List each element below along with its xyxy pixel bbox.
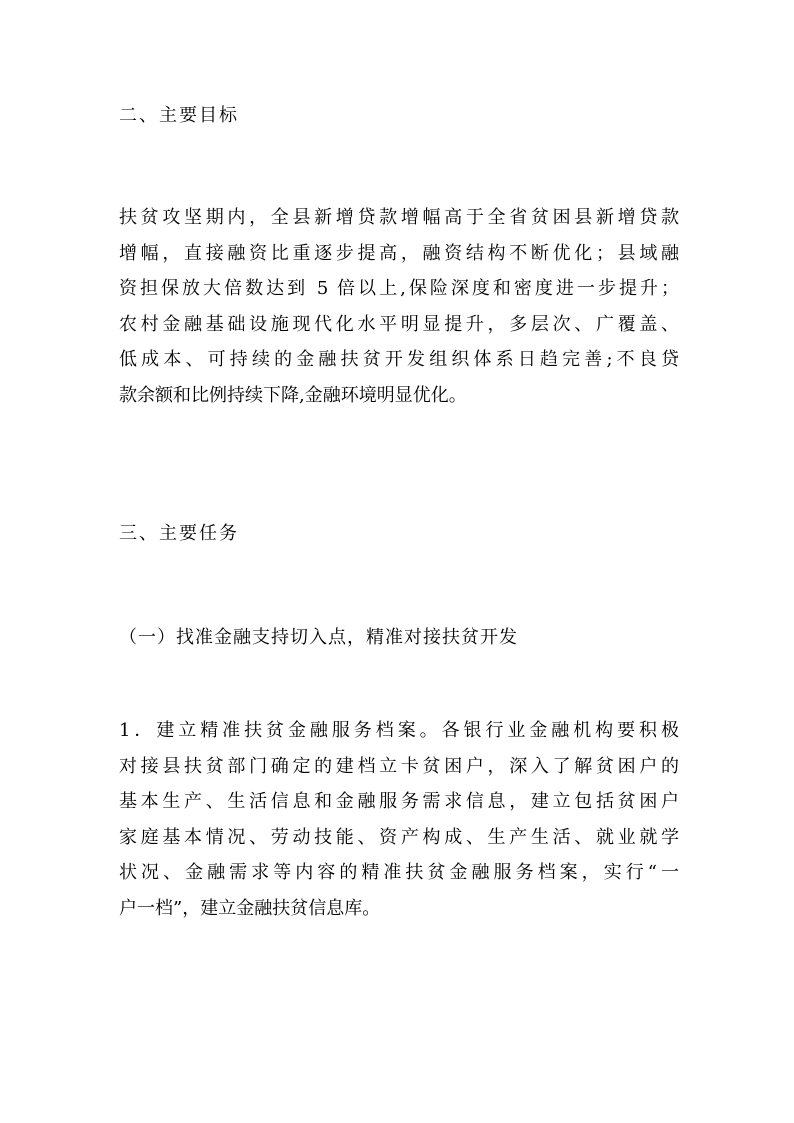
paragraph-line: 基本生产、生活信息和金融服务需求信息，建立包括贫困户 [119,791,679,812]
paragraph-line: 款余额和比例持续下降,金融环境明显优化。 [119,384,467,406]
paragraph-line: 低成本、可持续的金融扶贫开发组织体系日趋完善;不良贷 [119,349,679,370]
subsection-heading: （一）找准金融支持切入点，精准对接扶贫开发 [119,627,518,648]
paragraph-line: 扶贫攻坚期内，全县新增贷款增幅高于全省贫困县新增贷款 [119,207,679,228]
item1-paragraph [119,713,679,926]
section-heading-goals: 二、主要目标 [119,105,239,126]
paragraph-line: 资担保放大倍数达到 5 倍以上,保险深度和密度进一步提升； [119,278,679,299]
paragraph-line: 家庭基本情况、劳动技能、资产构成、生产生活、就业就学 [119,826,679,848]
paragraph-line: 对接县扶贫部门确定的建档立卡贫困户，深入了解贫困户的 [119,755,679,777]
paragraph-line: 1．建立精准扶贫金融服务档案。各银行业金融机构要积极 [119,720,679,741]
paragraph-line: 增幅，直接融资比重逐步提高，融资结构不断优化；县域融 [119,242,679,264]
goals-paragraph [119,200,679,413]
paragraph-line: 状况、金融需求等内容的精准扶贫金融服务档案，实行“一 [119,862,679,883]
paragraph-line: 户一档”，建立金融扶贫信息库。 [119,897,381,919]
paragraph-line: 农村金融基础设施现代化水平明显提升，多层次、广覆盖、 [119,313,679,335]
section-heading-tasks: 三、主要任务 [119,523,239,544]
